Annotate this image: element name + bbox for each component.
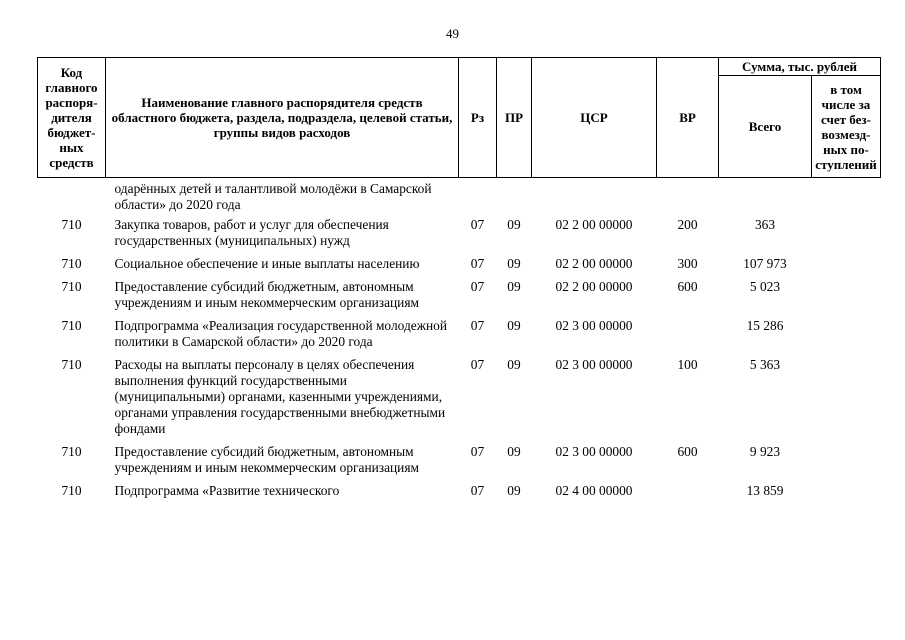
- table-row: [38, 256, 881, 279]
- cell-pr: 09: [507, 217, 521, 232]
- cell-total: 15 286: [746, 318, 784, 333]
- cell-code: 710: [61, 217, 82, 232]
- cell-incl: [812, 217, 881, 256]
- table-row: [38, 279, 881, 318]
- cell-rz: 07: [470, 483, 485, 498]
- cell-pr: 09: [507, 444, 521, 459]
- cell-csr: 02 2 00 00000: [555, 217, 633, 232]
- cell-name: Социальное обеспечение и иные выплаты населению: [114, 256, 420, 271]
- cell-csr: 02 2 00 00000: [555, 279, 633, 294]
- col-header-pr: ПР: [497, 58, 532, 178]
- cell-rz: 07: [470, 357, 485, 372]
- cell-vr: [657, 178, 719, 218]
- cell-incl: [812, 256, 881, 279]
- cell-rz: 07: [470, 444, 485, 459]
- cell-total: 363: [754, 217, 776, 232]
- cell-pr: 09: [507, 256, 521, 271]
- cell-rz: 07: [470, 256, 485, 271]
- table-row: [38, 444, 881, 483]
- cell-incl: [812, 483, 881, 506]
- cell-name: Предоставление субсидий бюджетным, автономным учреждениям и иным некоммерческим организациям: [114, 444, 419, 475]
- cell-pr: [497, 178, 532, 218]
- page-number: 49: [446, 26, 459, 41]
- cell-vr: 600: [677, 444, 698, 459]
- cell-name: одарённых детей и талантливой молодёжи в Самарской области» до 2020 года: [114, 181, 432, 212]
- cell-vr: [657, 318, 719, 357]
- cell-rz: 07: [470, 279, 485, 294]
- cell-name: Закупка товаров, работ и услуг для обеспечения государственных (муниципальных) нужд: [114, 217, 389, 248]
- col-header-rz: Рз: [459, 58, 497, 178]
- cell-incl: [812, 279, 881, 318]
- col-header-name: Наименование главного распорядителя средств областного бюджета, раздела, подраздела, целевой статьи, группы видов расходов: [106, 58, 459, 178]
- table-row: [38, 357, 881, 444]
- cell-pr: 09: [507, 357, 521, 372]
- table-row: [38, 483, 881, 506]
- cell-code: 710: [61, 318, 82, 333]
- cell-vr: 100: [677, 357, 698, 372]
- cell-name: Подпрограмма «Развитие технического: [114, 483, 340, 498]
- cell-code: 710: [61, 357, 82, 372]
- col-header-vr: ВР: [657, 58, 719, 178]
- cell-code: [38, 178, 106, 218]
- cell-pr: 09: [507, 318, 521, 333]
- cell-csr: 02 2 00 00000: [555, 256, 633, 271]
- budget-table: [37, 57, 881, 506]
- cell-code: 710: [61, 483, 82, 498]
- cell-code: 710: [61, 279, 82, 294]
- col-header-incl: в том числе за счет без-возмезд-ных по-ступлений: [812, 76, 881, 178]
- cell-incl: [812, 444, 881, 483]
- col-header-total: Всего: [719, 76, 812, 178]
- cell-total: 107 973: [743, 256, 787, 271]
- cell-rz: 07: [470, 318, 485, 333]
- cell-rz: 07: [470, 217, 485, 232]
- table-row: [38, 217, 881, 256]
- cell-total: 9 923: [749, 444, 781, 459]
- cell-csr: 02 3 00 00000: [555, 318, 633, 333]
- col-header-sum: Сумма, тыс. рублей: [719, 58, 881, 76]
- col-header-csr: ЦСР: [532, 58, 657, 178]
- cell-code: 710: [61, 256, 82, 271]
- cell-incl: [812, 178, 881, 218]
- cell-name: Расходы на выплаты персоналу в целях обеспечения выполнения функций государственными (муниципальными) органами, казенными учреждениями, органами управления государственными внебюджетными фондами: [114, 357, 446, 436]
- cell-vr: 300: [677, 256, 698, 271]
- cell-total: 5 023: [749, 279, 781, 294]
- cell-total: 5 363: [749, 357, 781, 372]
- cell-rz: [459, 178, 497, 218]
- table-row: [38, 178, 881, 218]
- cell-total: 13 859: [746, 483, 784, 498]
- cell-pr: 09: [507, 483, 521, 498]
- cell-code: 710: [61, 444, 82, 459]
- cell-csr: 02 3 00 00000: [555, 444, 633, 459]
- cell-csr: [532, 178, 657, 218]
- cell-incl: [812, 318, 881, 357]
- cell-csr: 02 4 00 00000: [555, 483, 633, 498]
- cell-total: [719, 178, 812, 218]
- cell-vr: [657, 483, 719, 506]
- cell-incl: [812, 357, 881, 444]
- cell-vr: 200: [677, 217, 698, 232]
- table-row: [38, 318, 881, 357]
- cell-pr: 09: [507, 279, 521, 294]
- table-header: [38, 58, 881, 178]
- cell-name: Подпрограмма «Реализация государственной молодежной политики в Самарской области» до 2020 года: [114, 318, 447, 349]
- col-header-code: Код главного распоря-дителя бюджет-ных средств: [38, 58, 106, 178]
- cell-name: Предоставление субсидий бюджетным, автономным учреждениям и иным некоммерческим организациям: [114, 279, 419, 310]
- cell-csr: 02 3 00 00000: [555, 357, 633, 372]
- cell-vr: 600: [677, 279, 698, 294]
